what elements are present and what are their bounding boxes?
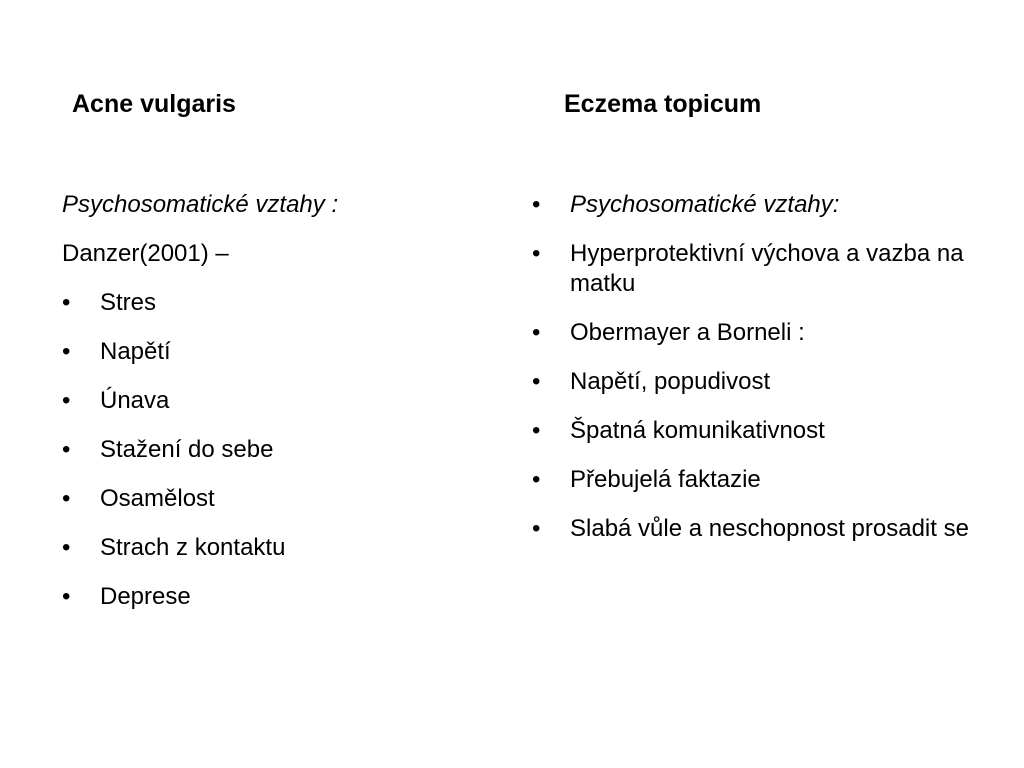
list-item-text: Stažení do sebe	[100, 436, 274, 463]
list-item-text: Osamělost	[100, 485, 215, 512]
list-item-text: Špatná komunikativnost	[570, 417, 825, 444]
right-column	[532, 190, 972, 563]
bullet-icon: •	[532, 417, 541, 444]
list-item	[62, 337, 482, 367]
left-intro-plain: Danzer(2001) –	[62, 240, 229, 267]
list-item-text: Přebujelá faktazie	[570, 466, 761, 493]
bullet-icon: •	[62, 387, 71, 414]
list-item-text: Únava	[100, 387, 170, 414]
list-item	[62, 288, 482, 318]
list-item-text: Strach z kontaktu	[100, 534, 286, 561]
list-item	[532, 318, 972, 348]
bullet-icon: •	[532, 319, 541, 346]
bullet-icon: •	[62, 338, 71, 365]
list-item	[62, 386, 482, 416]
list-item-text: Napětí	[100, 338, 171, 365]
list-item-text: Hyperprotektivní výchova a vazba na matku	[570, 240, 964, 297]
bullet-icon: •	[532, 191, 541, 218]
bullet-icon: •	[62, 436, 71, 463]
bullet-icon: •	[532, 466, 541, 493]
list-item	[532, 514, 972, 544]
list-item	[62, 533, 482, 563]
list-item-text: Deprese	[100, 583, 191, 610]
heading-eczema-topicum: Eczema topicum	[564, 90, 762, 118]
left-column	[62, 190, 482, 631]
list-item-text: Psychosomatické vztahy:	[570, 191, 840, 218]
bullet-icon: •	[532, 368, 541, 395]
list-item	[532, 367, 972, 397]
bullet-icon: •	[532, 515, 541, 542]
bullet-icon: •	[62, 534, 71, 561]
list-item	[62, 582, 482, 612]
heading-acne-vulgaris: Acne vulgaris	[72, 90, 236, 118]
list-item	[532, 416, 972, 446]
list-item-text: Stres	[100, 289, 157, 316]
list-item-text: Obermayer a Borneli :	[570, 319, 805, 346]
bullet-icon: •	[532, 240, 541, 267]
left-bullet-list	[62, 288, 482, 612]
bullet-icon: •	[62, 485, 71, 512]
list-item	[62, 435, 482, 465]
right-bullet-list	[532, 190, 972, 544]
list-item	[532, 190, 972, 220]
list-item-text: Napětí, popudivost	[570, 368, 771, 395]
list-item	[532, 465, 972, 495]
bullet-icon: •	[62, 583, 71, 610]
left-intro-italic: Psychosomatické vztahy :	[62, 191, 339, 218]
list-item-text: Slabá vůle a neschopnost prosadit se	[570, 515, 969, 542]
bullet-icon: •	[62, 289, 71, 316]
list-item	[62, 484, 482, 514]
list-item	[532, 239, 972, 299]
